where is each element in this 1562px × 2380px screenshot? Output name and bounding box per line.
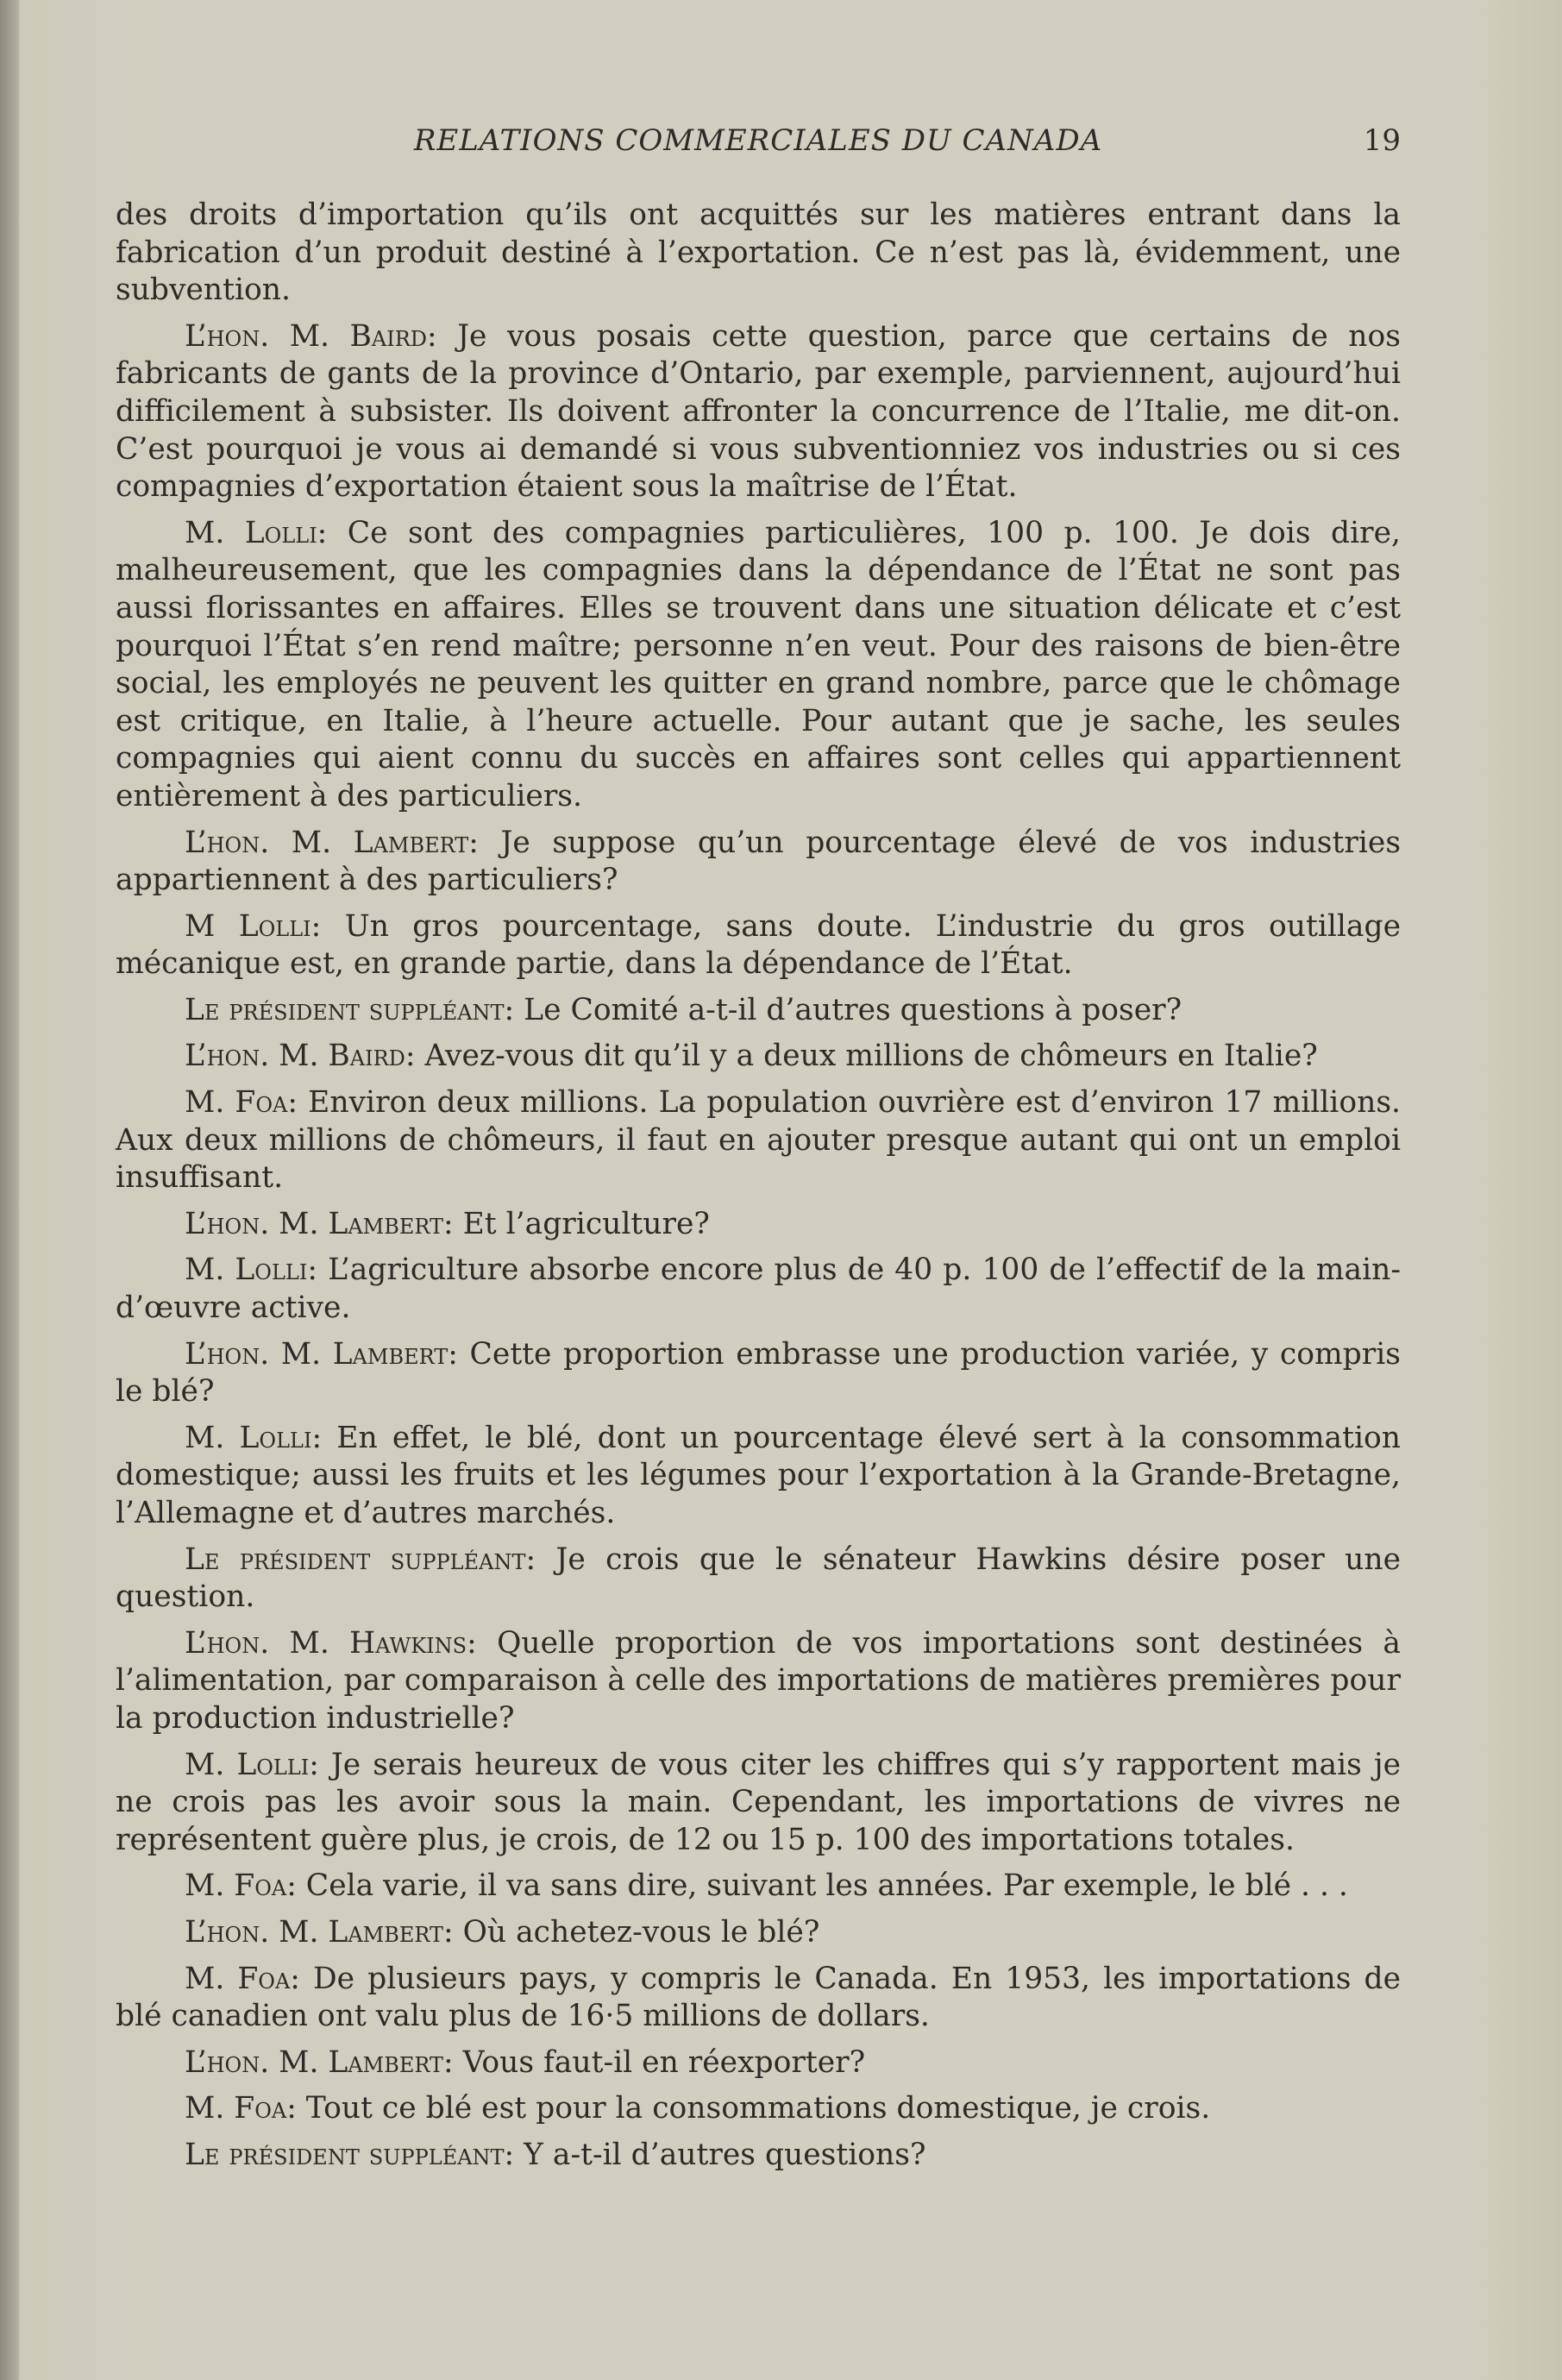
paragraph (116, 1206, 1401, 1244)
paragraph (116, 515, 1401, 816)
paragraph-text: Y a-t-il d’autres questions? (524, 2137, 926, 2172)
body-text (116, 197, 1401, 2183)
paragraph (116, 2044, 1401, 2082)
paragraph-text: Cette proportion embrasse une production variée, y compris le blé? (116, 1336, 1401, 1410)
speaker: L’hon. M. Hawkins: (185, 1625, 477, 1661)
paragraph (116, 1625, 1401, 1738)
speaker: L’hon. M. Baird: (185, 1039, 416, 1074)
paragraph (116, 1252, 1401, 1327)
paragraph (116, 908, 1401, 983)
paragraph-text: Environ deux millions. La population ouvrière est d’environ 17 millions. Aux deux millions de chômeurs, il faut en ajouter presque autant qui ont un emploi insuffisant. (116, 1085, 1402, 1196)
paragraph (116, 1961, 1401, 2036)
paragraph (116, 1420, 1401, 1533)
paragraph (116, 2137, 1401, 2175)
paragraph-text: Je vous posais cette question, parce que certains de nos fabricants de gants de la province d’Ontario, par exemple, parviennent, aujourd’hui difficilement à subsister. Ils doivent affronter la concurrence de l’Italie, me dit-on. C’est pourquoi je vous ai demandé si vous subventionniez vos industries ou si ces compagnies d’exportation étaient sous la maîtrise de l’État. (116, 318, 1401, 505)
paragraph (116, 1084, 1401, 1197)
speaker: Le président suppléant: (185, 2137, 515, 2172)
paragraph-text: L’agriculture absorbe encore plus de 40 p. 100 de l’effectif de la main-d’œuvre active. (116, 1253, 1401, 1326)
speaker: L’hon. M. Lambert: (185, 825, 479, 860)
speaker: L’hon. M. Lambert: (185, 1336, 458, 1372)
binding-gutter (0, 0, 19, 2380)
running-title: RELATIONS COMMERCIALES DU CANADA (413, 123, 1103, 158)
speaker: M. Lolli: (185, 1420, 323, 1455)
paragraph-text: Cela varie, il va sans dire, suivant les années. Par exemple, le blé . . . (305, 1868, 1348, 1904)
speaker: M. Lolli: (185, 515, 328, 550)
speaker: M. Foa: (185, 2091, 297, 2126)
paragraph (116, 825, 1401, 900)
paragraph-text: Tout ce blé est pour la consommations domestique, je crois. (305, 2091, 1211, 2126)
paragraph (116, 1914, 1401, 1952)
paragraph (116, 1038, 1401, 1076)
paragraph-text: De plusieurs pays, y compris le Canada. En 1953, les importations de blé canadien ont valu plus de 16·5 millions de dollars. (116, 1961, 1402, 2034)
paragraph (116, 1747, 1401, 1860)
speaker: Le président suppléant: (185, 992, 515, 1027)
speaker: M. Foa: (185, 1961, 300, 1996)
paragraph (116, 2090, 1401, 2128)
speaker: M. Lolli: (185, 1747, 319, 1782)
paragraph-text: Ce sont des compagnies particulières, 100 p. 100. Je dois dire, malheureusement, que les compagnies dans la dépendance de l’État ne sont pas aussi florissantes en affaires. Elles se trouvent dans une situation délicate et c’est pourquoi l’État s’en rend maître; personne n’en veut. Pour des raisons de bien-être social, les employés ne peuvent les quitter en grand nombre, parce que le chômage est critique, en Italie, à l’heure actuelle. Pour autant que je sache, les seules compagnies qui aient connu du succès en affaires sont celles qui appartiennent entièrement à des particuliers. (116, 515, 1401, 813)
paragraph-text: Le Comité a-t-il d’autres questions à poser? (524, 992, 1182, 1027)
speaker: M. Lolli: (185, 1253, 317, 1288)
paragraph-text: Quelle proportion de vos importations sont destinées à l’alimentation, par comparaison à celle des importations de matières premières pour la production industrielle? (116, 1625, 1401, 1736)
paragraph-text: Vous faut-il en réexporter? (462, 2044, 866, 2080)
page-header (116, 123, 1401, 166)
paragraph-text: Avez-vous dit qu’il y a deux millions de chômeurs en Italie? (424, 1039, 1318, 1074)
paragraph (116, 1542, 1401, 1617)
speaker: M. Foa: (185, 1868, 297, 1904)
paragraph-text: Un gros pourcentage, sans doute. L’industrie du gros outillage mécanique est, en grande partie, dans la dépendance de l’État. (116, 908, 1401, 982)
paragraph-text: des droits d’importation qu’ils ont acquittés sur les matières entrant dans la fabrication d’un produit destiné à l’exportation. Ce n’est pas là, évidemment, une subvention. (116, 198, 1401, 308)
speaker: L’hon. M. Lambert: (185, 2044, 454, 2080)
paragraph-text: Je serais heureux de vous citer les chiffres qui s’y rapportent mais je ne crois pas les avoir sous la main. Cependant, les importations de vivres ne représentent guère plus, je crois, de 12 ou 15 p. 100 des importations totales. (116, 1747, 1402, 1857)
paragraph (116, 992, 1401, 1030)
paragraph (116, 318, 1401, 506)
paragraph-text: En effet, le blé, dont un pourcentage élevé sert à la consommation domestique; aussi les fruits et les légumes pour l’exportation à la Grande-Bretagne, l’Allemagne et d’autres marchés. (116, 1420, 1401, 1530)
speaker: L’hon. M. Lambert: (185, 1206, 454, 1241)
paragraph-text: Et l’agriculture? (462, 1206, 710, 1241)
speaker: Le président suppléant: (185, 1542, 536, 1577)
paragraph-text: Je crois que le sénateur Hawkins désire poser une question. (116, 1542, 1401, 1615)
paragraph (116, 197, 1401, 310)
paragraph-text: Où achetez-vous le blé? (462, 1914, 820, 1950)
paragraph (116, 1336, 1401, 1411)
paragraph-text: Je suppose qu’un pourcentage élevé de vos industries appartiennent à des particuliers? (116, 825, 1402, 898)
speaker: M Lolli: (185, 908, 322, 944)
speaker: L’hon. M. Lambert: (185, 1914, 454, 1950)
page-number: 19 (1363, 123, 1401, 158)
speaker: M. Foa: (185, 1085, 298, 1121)
paragraph (116, 1868, 1401, 1906)
speaker: L’hon. M. Baird: (185, 318, 437, 354)
